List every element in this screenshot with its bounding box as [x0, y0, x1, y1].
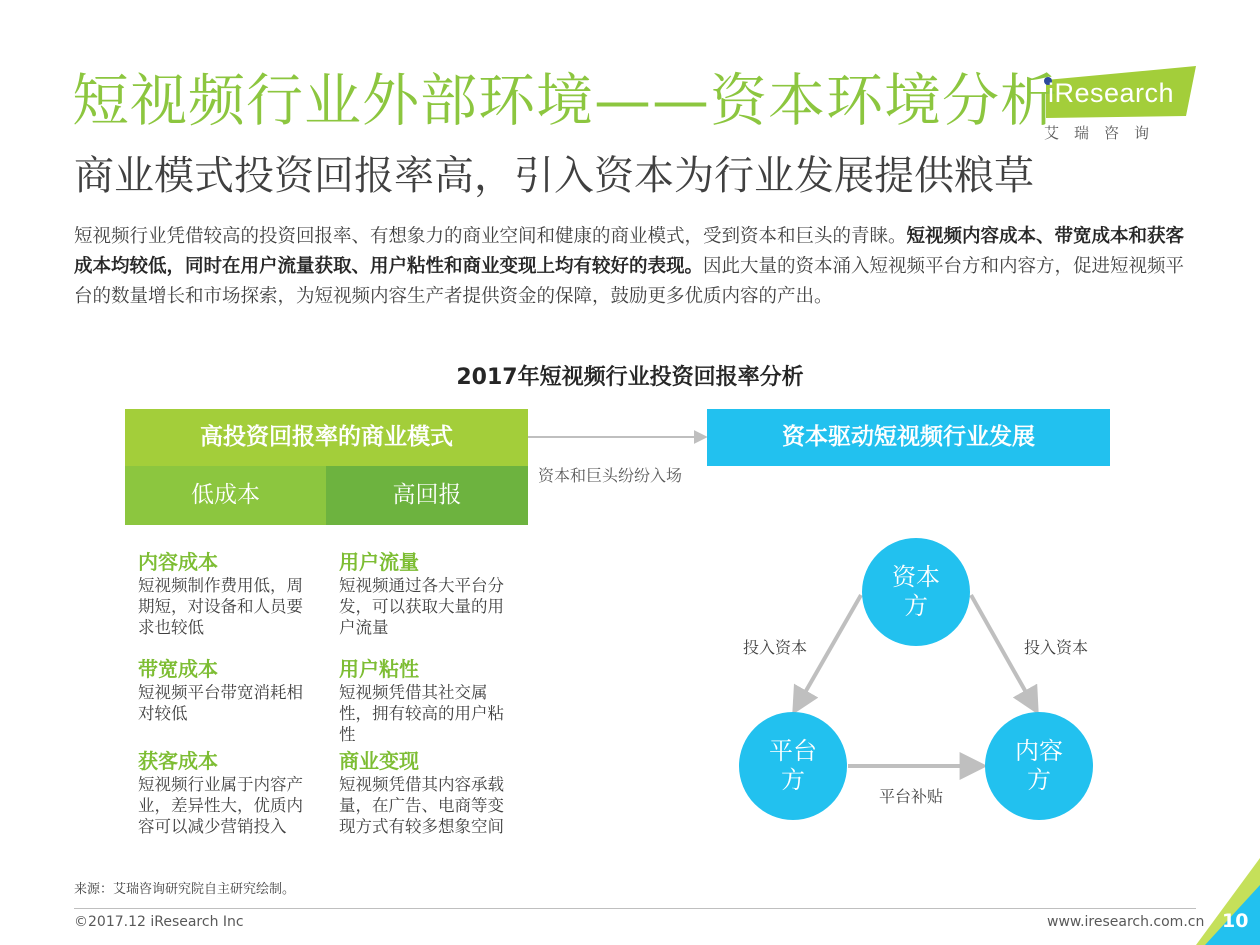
logo-wordmark: iResearch — [1048, 78, 1175, 108]
intro-paragraph — [74, 222, 1190, 312]
item-title: 用户流量 — [339, 550, 419, 574]
high-return-item — [339, 546, 529, 638]
low-cost-item — [138, 546, 328, 638]
copyright: ©2017.12 iResearch Inc — [74, 914, 244, 930]
item-body: 短视频平台带宽消耗相对较低 — [138, 683, 303, 723]
high-return-item — [339, 653, 529, 745]
low-cost-header: 低成本 — [125, 466, 326, 525]
connector-label: 资本和巨头纷纷入场 — [538, 466, 683, 485]
item-title: 获客成本 — [138, 749, 218, 773]
low-cost-item — [138, 653, 328, 724]
page-subtitle: 商业模式投资回报率高，引入资本为行业发展提供粮草 — [74, 153, 1034, 199]
page-number: 10 — [1222, 910, 1249, 932]
high-return-item — [339, 745, 529, 837]
intro-text: 短视频行业凭借较高的投资回报率、有想象力的商业空间和健康的商业模式，受到资本和巨头的青睐。 — [74, 226, 907, 247]
high-return-header: 高回报 — [326, 466, 528, 525]
source-note: 来源：艾瑞咨询研究院自主研究绘制。 — [74, 882, 296, 897]
intro-bold-text: 短视频内容成本、带宽成本和获客成本均较低，同时在用户流量获取、用户粘性和商业变现上均有较好的表现。 — [74, 226, 1185, 277]
iresearch-logo — [1040, 66, 1200, 146]
diagram-title: 2017年短视频行业投资回报率分析 — [456, 365, 804, 390]
item-title: 商业变现 — [339, 749, 419, 773]
edge-label: 投入资本 — [743, 638, 808, 657]
business-model-header: 高投资回报率的商业模式 — [125, 409, 528, 466]
footer-divider — [74, 908, 1196, 909]
node-label: 内容方 — [1015, 737, 1063, 794]
content-node — [985, 712, 1093, 820]
capital-node — [862, 538, 970, 646]
edge-label: 投入资本 — [1024, 638, 1089, 657]
intro-text-cont: 因此大量的资本涌入短视频平台方和内容方，促进短视频平台的数量增长和市场探索，为短视频内容生产者提供资金的保障，鼓励更多优质内容的产出。 — [74, 256, 1185, 307]
node-label: 平台方 — [769, 737, 817, 794]
item-body: 短视频行业属于内容产业，差异性大，优质内容可以减少营销投入 — [138, 775, 303, 836]
capital-driven-header: 资本驱动短视频行业发展 — [707, 409, 1110, 466]
item-title: 用户粘性 — [339, 657, 419, 681]
page-title: 短视频行业外部环境——资本环境分析 — [72, 68, 1058, 134]
platform-node — [739, 712, 847, 820]
item-title: 带宽成本 — [138, 657, 218, 681]
website-link[interactable]: www.iresearch.com.cn — [1047, 914, 1205, 930]
item-body: 短视频制作费用低，周期短，对设备和人员要求也较低 — [138, 576, 303, 637]
item-body: 短视频凭借其内容承载量，在广告、电商等变现方式有较多想象空间 — [339, 775, 504, 836]
edge-label: 平台补贴 — [879, 787, 944, 806]
item-body: 短视频凭借其社交属性，拥有较高的用户粘性 — [339, 683, 504, 744]
node-label: 资本方 — [892, 563, 940, 620]
low-cost-item — [138, 745, 328, 837]
item-body: 短视频通过各大平台分发，可以获取大量的用户流量 — [339, 576, 504, 637]
item-title: 内容成本 — [138, 550, 218, 574]
logo-subtext: 艾瑞咨询 — [1044, 124, 1165, 142]
